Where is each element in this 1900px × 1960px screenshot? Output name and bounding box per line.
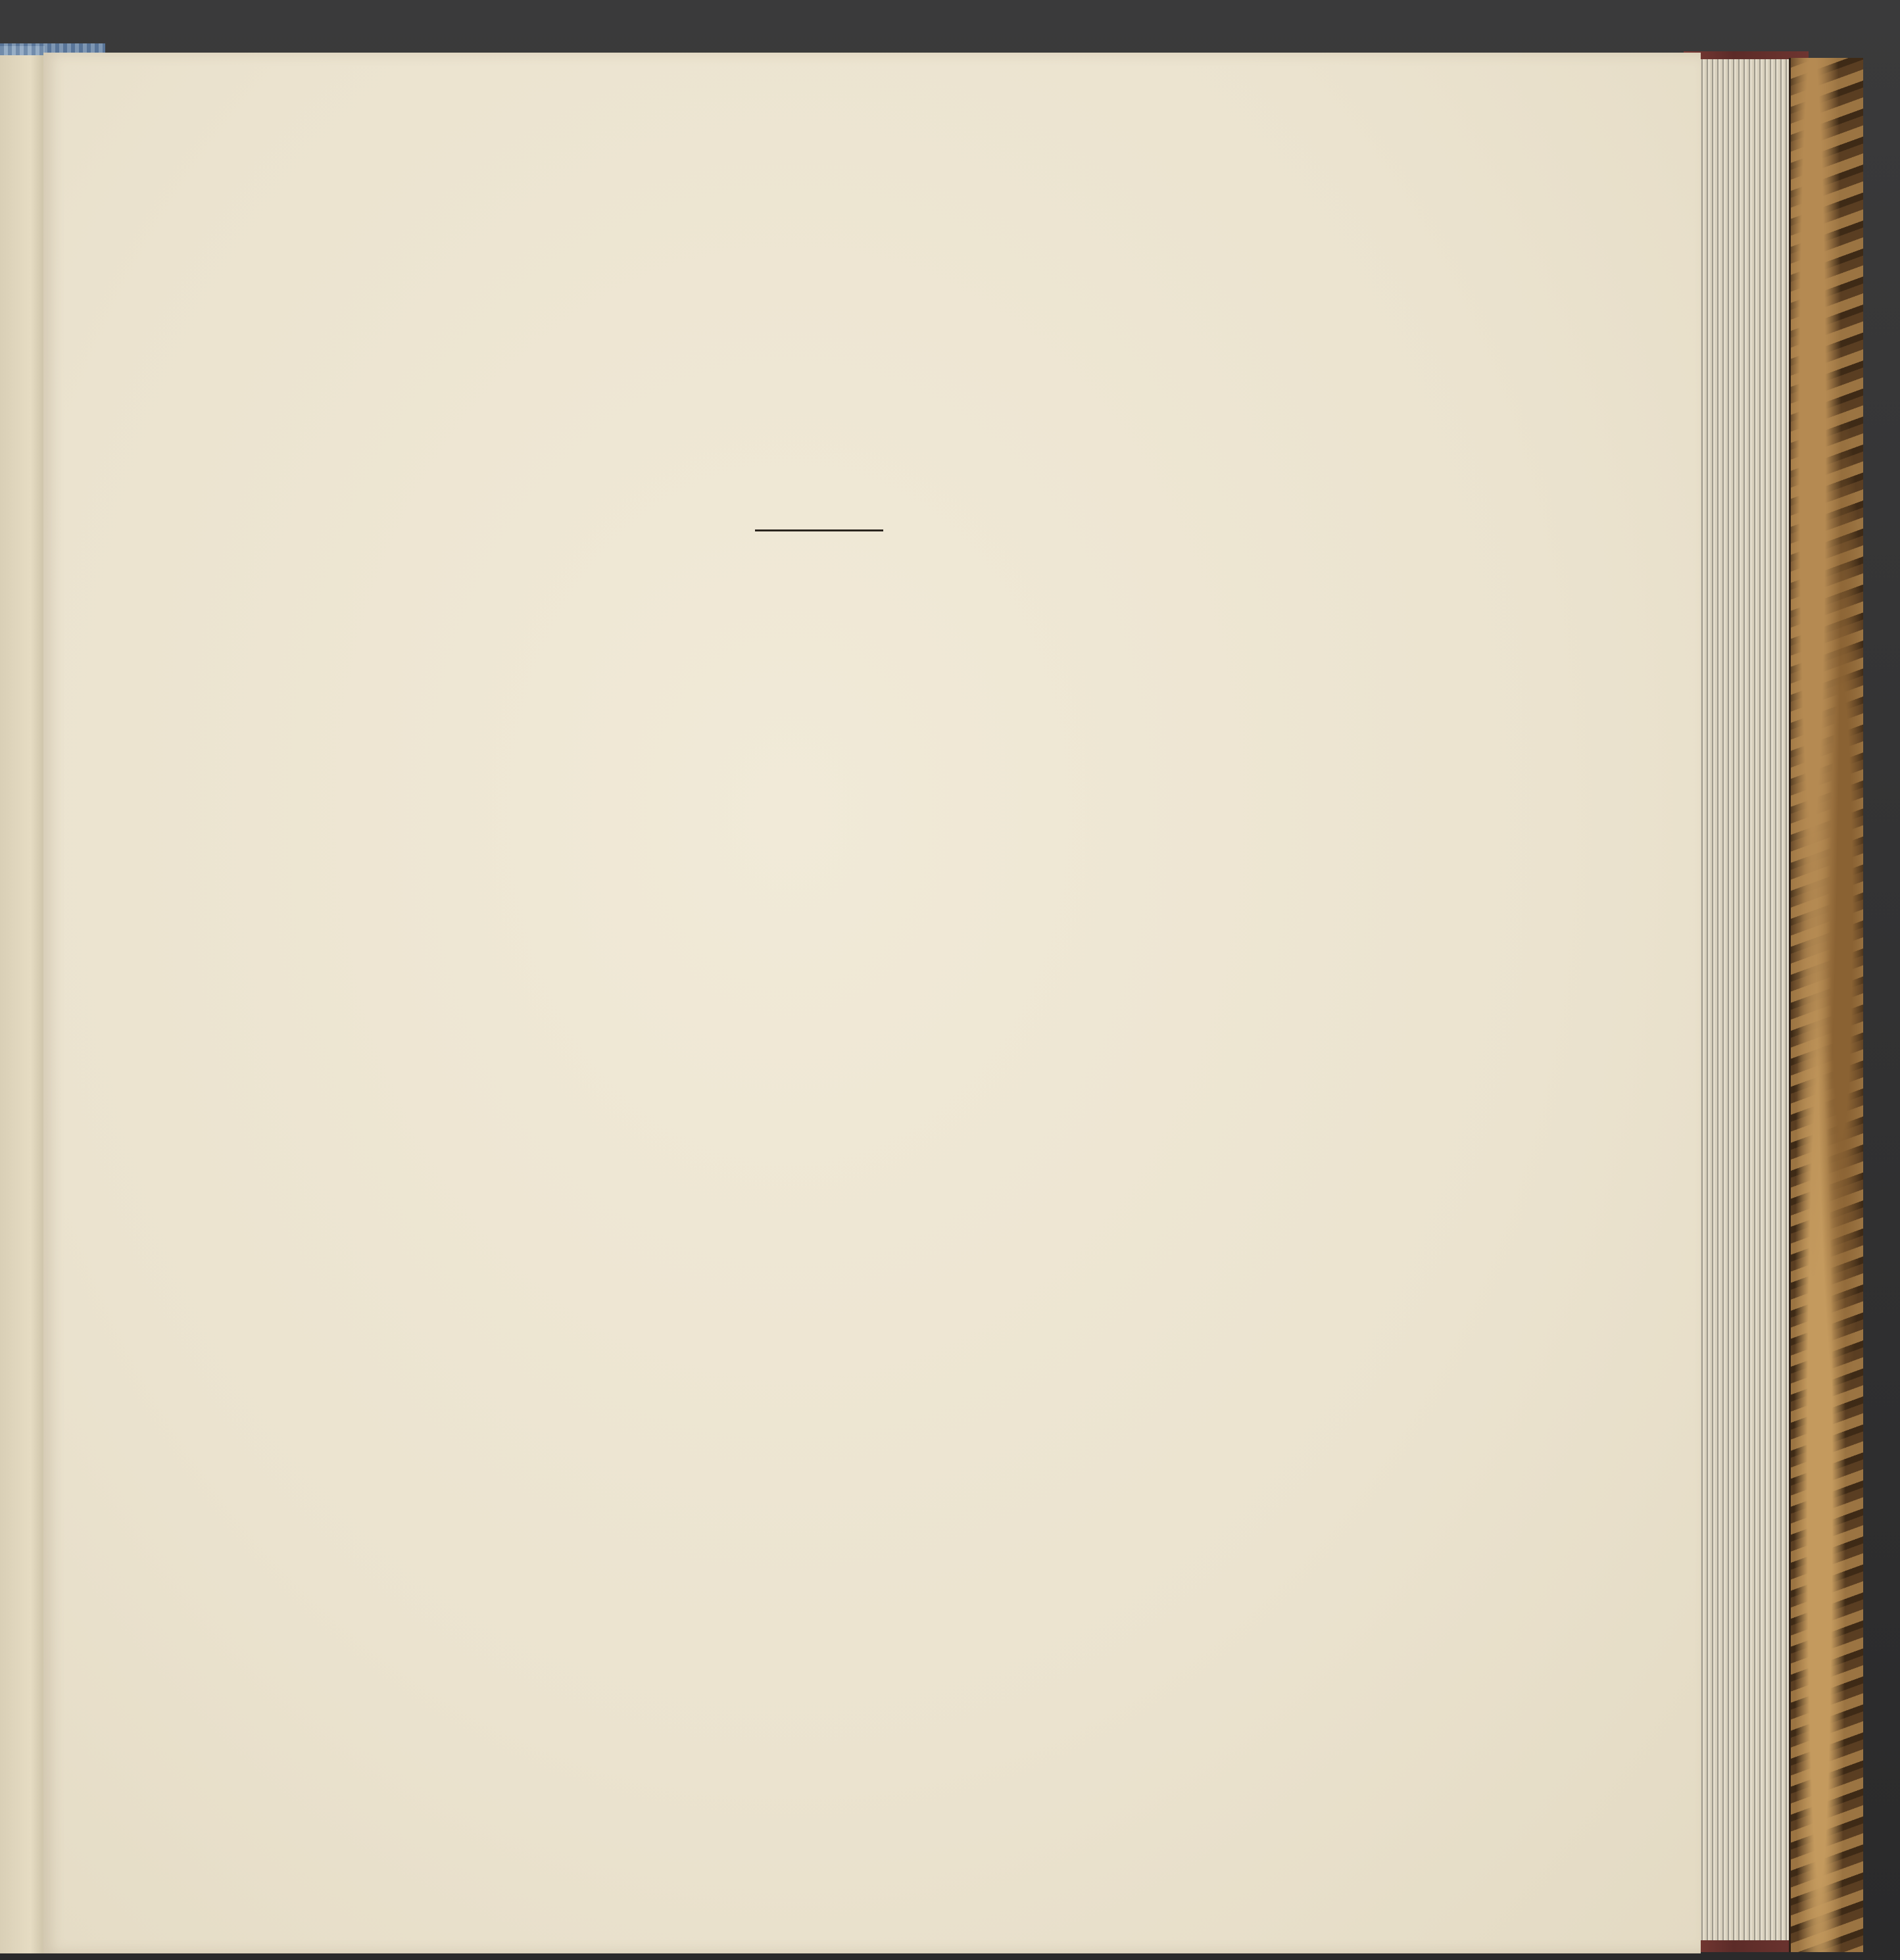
section-divider xyxy=(755,529,883,531)
marbled-cover xyxy=(1789,58,1863,1952)
left-page-edge xyxy=(0,46,45,1953)
book-page xyxy=(43,53,1701,1953)
